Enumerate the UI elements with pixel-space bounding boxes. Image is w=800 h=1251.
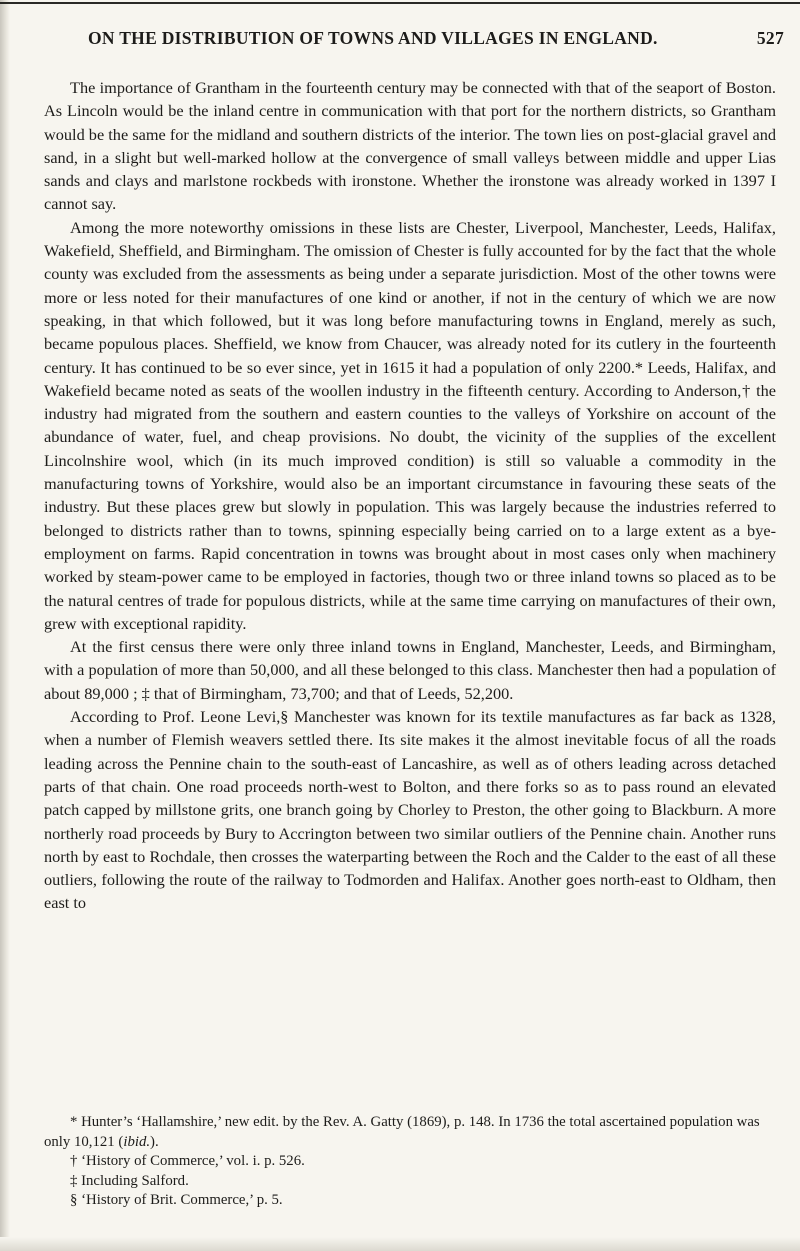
footnote-hunter: * Hunter’s ‘Hallamshire,’ new edit. by the Rev. A. Gatty (1869), p. 148. In 1736 the total ascertained population was only 10,121 (ibid.). [44, 1114, 760, 1150]
page-left-edge [0, 0, 10, 1251]
paragraph-first-census: At the first census there were only three inland towns in England, Manchester, Leeds, and Birmingham, with a population of more than 50,000, and all these belonged to this class. Manchester then had a population of about 89,000 ; ‡ that of Birmingham, 73,700; and that of Leeds, 52,200. [44, 637, 776, 703]
paragraph-omissions: Among the more noteworthy omissions in these lists are Chester, Liverpool, Manchester, Leeds, Halifax, Wakefield, Sheffield, and Birmingham. The omission of Chester is fully accounted for by the fact that the whole county was excluded from the assessments as being under a separate jurisdiction. Most of the other towns were more or less noted for their manufactures of one kind or another, if not in the century of which we are now speaking, in that which followed, but it was long before manufacturing towns in England, merely as such, became populous places. Sheffield, we know from Chaucer, was already noted for its cutlery in the fourteenth century. It has continued to be so ever since, yet in 1615 it had a population of only 2200.* Leeds, Halifax, and Wakefield became noted as seats of the woollen industry in the fifteenth century. According to Anderson,† the industry had migrated from the southern and eastern counties to the valleys of Yorkshire on account of the abundance of water, fuel, and cheap provisions. No doubt, the vicinity of the supplies of the excellent Lincolnshire wool, which (in its much improved condition) is still so valuable a commodity in the manufacturing towns of Yorkshire, would also be an important circumstance in favouring these seats of the industry. But these places grew but slowly in population. This was largely because the industries referred to belonged to districts rather than to towns, spinning especially being carried on to a large extent as a bye-employment on farms. Rapid concentration in towns was brought about in most cases only when machinery worked by steam-power came to be employed in factories, though two or three inland towns so placed as to be the natural centres of trade for populous districts, while at the same time carrying on manufactures of their own, grew with exceptional rapidity. [44, 217, 776, 633]
ibid-reference: ibid. [123, 1133, 151, 1150]
footnote-commerce: † ‘History of Commerce,’ vol. i. p. 526. [70, 1153, 305, 1169]
body-text [44, 76, 776, 915]
footnote-salford: ‡ Including Salford. [70, 1172, 189, 1189]
footnotes [44, 1113, 776, 1211]
paragraph-manchester: According to Prof. Leone Levi,§ Manchester was known for its textile manufactures as far back as 1328, when a number of Flemish weavers settled there. Its site makes it the almost inevitable focus of all the roads leading across the Pennine chain to the south-east of Lancashire, as well as of others leading across detached parts of that chain. One road proceeds north-west to Bolton, and there forks so as to pass round an elevated patch capped by millstone grits, one branch going by Chorley to Preston, the other going to Blackburn. A more northerly road proceeds by Bury to Accrington between two similar outliers of the Pennine chain. Another runs north by east to Rochdale, then crosses the waterparting between the Roch and the Calder to the east of all these outliers, following the route of the railway to Todmorden and Halifax. Another goes north-east to Oldham, then east to [44, 707, 776, 913]
footnote-brit-commerce: § ‘History of Brit. Commerce,’ p. 5. [70, 1192, 283, 1208]
running-header [34, 28, 784, 54]
running-title: ON THE DISTRIBUTION OF TOWNS AND VILLAGES IN ENGLAND. [88, 28, 658, 48]
paragraph-grantham: The importance of Grantham in the fourteenth century may be connected with that of the seaport of Boston. As Lincoln would be the inland centre in communication with that port for the northern districts, so Grantham would be the same for the midland and southern districts of the interior. The town lies on post-glacial gravel and sand, in a slight but well-marked hollow at the convergence of small valleys between middle and upper Lias sands and clays and marlstone rockbeds with ironstone. Whether the ironstone was already worked in 1397 I cannot say. [44, 78, 776, 214]
page-bottom-shadow [0, 1237, 800, 1251]
top-rule [0, 2, 800, 4]
page-number: 527 [756, 28, 784, 48]
